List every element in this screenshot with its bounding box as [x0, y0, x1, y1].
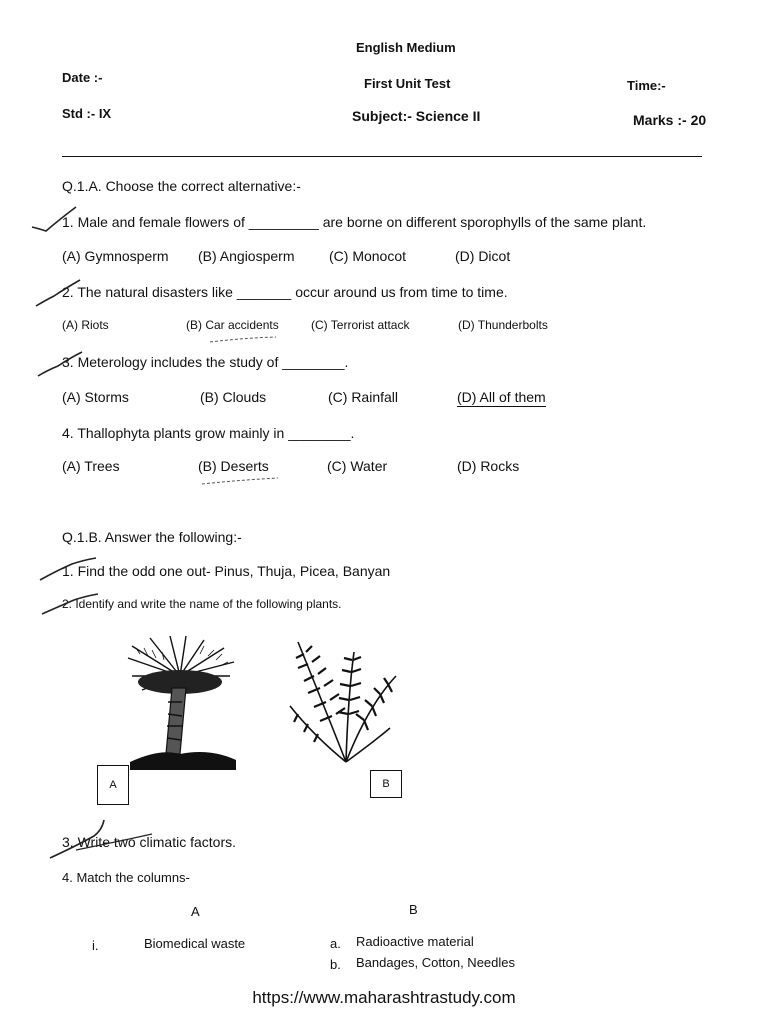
match-col-a-header: A: [191, 904, 200, 919]
q2-option-a: (A) Riots: [62, 318, 109, 332]
q1b-item-3: 3. Write two climatic factors.: [62, 834, 237, 850]
date-label: Date :-: [62, 70, 103, 85]
match-row-1-b-marker: a.: [330, 936, 341, 951]
q1b-item-1: 1. Find the odd one out- Pinus, Thuja, Picea, Banyan: [62, 563, 391, 579]
q1-option-b: (B) Angiosperm: [198, 248, 295, 264]
q1b-heading: Q.1.B. Answer the following:-: [62, 529, 242, 545]
plant-b-label: B: [370, 770, 402, 798]
q3-option-a: (A) Storms: [62, 389, 129, 405]
q1a-question-3: 3. Meterology includes the study of ________.: [62, 354, 349, 370]
q1-option-d: (D) Dicot: [455, 248, 511, 264]
q2-option-c: (C) Terrorist attack: [311, 318, 410, 332]
footer-url: https://www.maharashtrastudy.com: [252, 988, 516, 1007]
match-row-1-num: i.: [92, 938, 99, 953]
subject-label: Subject:- Science II: [352, 108, 481, 124]
header-divider: [62, 156, 702, 157]
q1a-heading: Q.1.A. Choose the correct alternative:-: [62, 178, 301, 194]
q3-option-d: (D) All of them: [457, 389, 546, 405]
q1a-question-2: 2. The natural disasters like _______ occur around us from time to time.: [62, 284, 508, 300]
match-row-1-b: Radioactive material: [356, 934, 474, 949]
q3-option-b: (B) Clouds: [200, 389, 267, 405]
tick-mark-icon: [30, 205, 80, 233]
q4-option-d: (D) Rocks: [457, 458, 520, 474]
tick-mark-icon: [34, 278, 84, 310]
q1-option-a: (A) Gymnosperm: [62, 248, 169, 264]
q4-option-b: (B) Deserts: [198, 458, 269, 474]
plant-b-illustration: [284, 636, 404, 766]
test-title: First Unit Test: [364, 76, 451, 91]
q1a-question-4: 4. Thallophyta plants grow mainly in ________.: [62, 425, 355, 441]
q4-option-c: (C) Water: [327, 458, 388, 474]
q1-option-c: (C) Monocot: [329, 248, 407, 264]
q1b-item-2: 2. Identify and write the name of the following plants.: [62, 597, 342, 611]
plant-a-illustration: [120, 636, 240, 782]
match-col-b-header: B: [409, 902, 418, 917]
match-row-2-b-marker: b.: [330, 957, 341, 972]
q2-option-b: (B) Car accidents: [186, 318, 279, 332]
medium-label: English Medium: [356, 40, 456, 55]
q4-option-a: (A) Trees: [62, 458, 120, 474]
marks-label: Marks :- 20: [633, 112, 707, 128]
q1b-item-4: 4. Match the columns-: [62, 870, 190, 885]
tick-mark-icon: [38, 556, 98, 582]
tick-mark-icon: [46, 816, 156, 862]
match-row-1-a: Biomedical waste: [144, 936, 246, 951]
time-label: Time:-: [627, 78, 666, 93]
std-label: Std :- IX: [62, 106, 112, 121]
tick-mark-icon: [36, 350, 86, 380]
tick-mark-icon: [40, 592, 100, 616]
plant-a-label: A: [97, 765, 129, 805]
pencil-underline-icon: [200, 476, 280, 488]
match-row-2-b: Bandages, Cotton, Needles: [356, 955, 515, 970]
q3-option-c: (C) Rainfall: [328, 389, 399, 405]
q1a-question-1: 1. Male and female flowers of _________ are borne on different sporophylls of the same plant.: [62, 214, 647, 230]
q2-option-d: (D) Thunderbolts: [458, 318, 548, 332]
pencil-underline-icon: [208, 334, 278, 346]
